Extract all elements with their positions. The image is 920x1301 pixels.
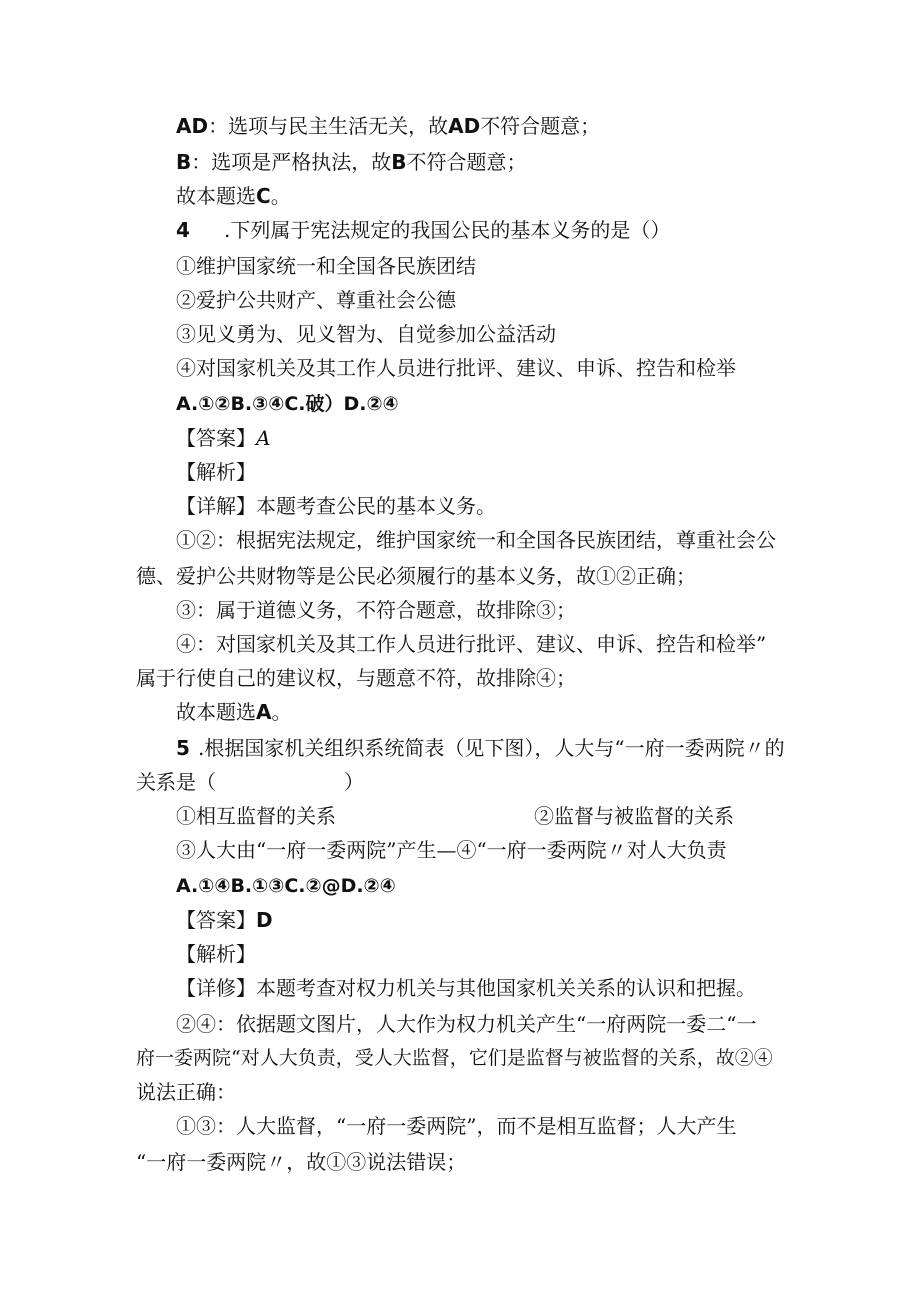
text-line: ①②：根据宪法规定，维护国家统一和全国各民族团结，尊重社会公 xyxy=(176,528,776,552)
question-4-stem: 4 .下列属于宪法规定的我国公民的基本义务的是（） xyxy=(176,218,671,242)
choices-line: A.①④B.①③C.②@D.②④ xyxy=(176,875,396,897)
text-line: 德、爱护公共财物等是公民必须履行的基本义务，故①②正确； xyxy=(136,564,696,588)
option-line: ①维护国家统一和全国各民族团结 xyxy=(176,254,476,278)
text-line: 府一委两院“对人大负责，受人大监督，它们是监督与被监督的关系，故②④ xyxy=(136,1047,773,1069)
text-line: 说法正确： xyxy=(136,1080,236,1104)
question-5-stem: 5 .根据国家机关组织系统简表（见下图），人大与“一府一委两院〃的 xyxy=(176,736,785,760)
option-line: ③人大由“一府一委两院”产生—④“一府一委两院〃对人大负责 xyxy=(176,838,727,862)
text-line: 【详修】本题考查对权力机关与其他国家机关关系的认识和把握。 xyxy=(176,976,756,1000)
choices-line: A.①②B.③④C.破）D.②④ xyxy=(176,393,399,415)
text-line: 【详解】本题考查公民的基本义务。 xyxy=(176,494,496,518)
text-line: ③：属于道德义务，不符合题意，故排除③； xyxy=(176,598,576,622)
text-line: 关系是（ ） xyxy=(136,770,364,794)
text-line: 故本题选A。 xyxy=(176,700,292,724)
analysis-heading: 【解析】 xyxy=(176,460,256,484)
answer-line: 【答案】D xyxy=(176,908,273,932)
option-line: ①相互监督的关系 ②监督与被监督的关系 xyxy=(176,804,734,828)
text-line: “一府一委两院〃，故①③说法错误； xyxy=(136,1150,467,1174)
text-line: 故本题选C。 xyxy=(176,184,291,208)
text-line: B：选项是严格执法，故B不符合题意； xyxy=(176,150,527,174)
analysis-heading: 【解析】 xyxy=(176,942,256,966)
text-line: AD：选项与民主生活无关，故AD不符合题意； xyxy=(176,114,601,138)
option-line: ④对国家机关及其工作人员进行批评、建议、申诉、控告和检举 xyxy=(176,356,736,380)
text-line: ②④：依据题文图片，人大作为权力机关产生“一府两院一委二“一 xyxy=(176,1012,757,1036)
option-line: ③见义勇为、见义智为、自觉参加公益活动 xyxy=(176,322,556,346)
text-line: 属于行使自己的建议权，与题意不符，故排除④； xyxy=(136,666,576,690)
text-line: ①③：人大监督，“一府一委两院”，而不是相互监督；人大产生 xyxy=(176,1114,737,1138)
text-line: ④：对国家机关及其工作人员进行批评、建议、申诉、控告和检举” xyxy=(176,632,767,656)
option-line: ②爱护公共财产、尊重社会公德 xyxy=(176,288,456,312)
answer-line: 【答案】A xyxy=(176,426,271,450)
